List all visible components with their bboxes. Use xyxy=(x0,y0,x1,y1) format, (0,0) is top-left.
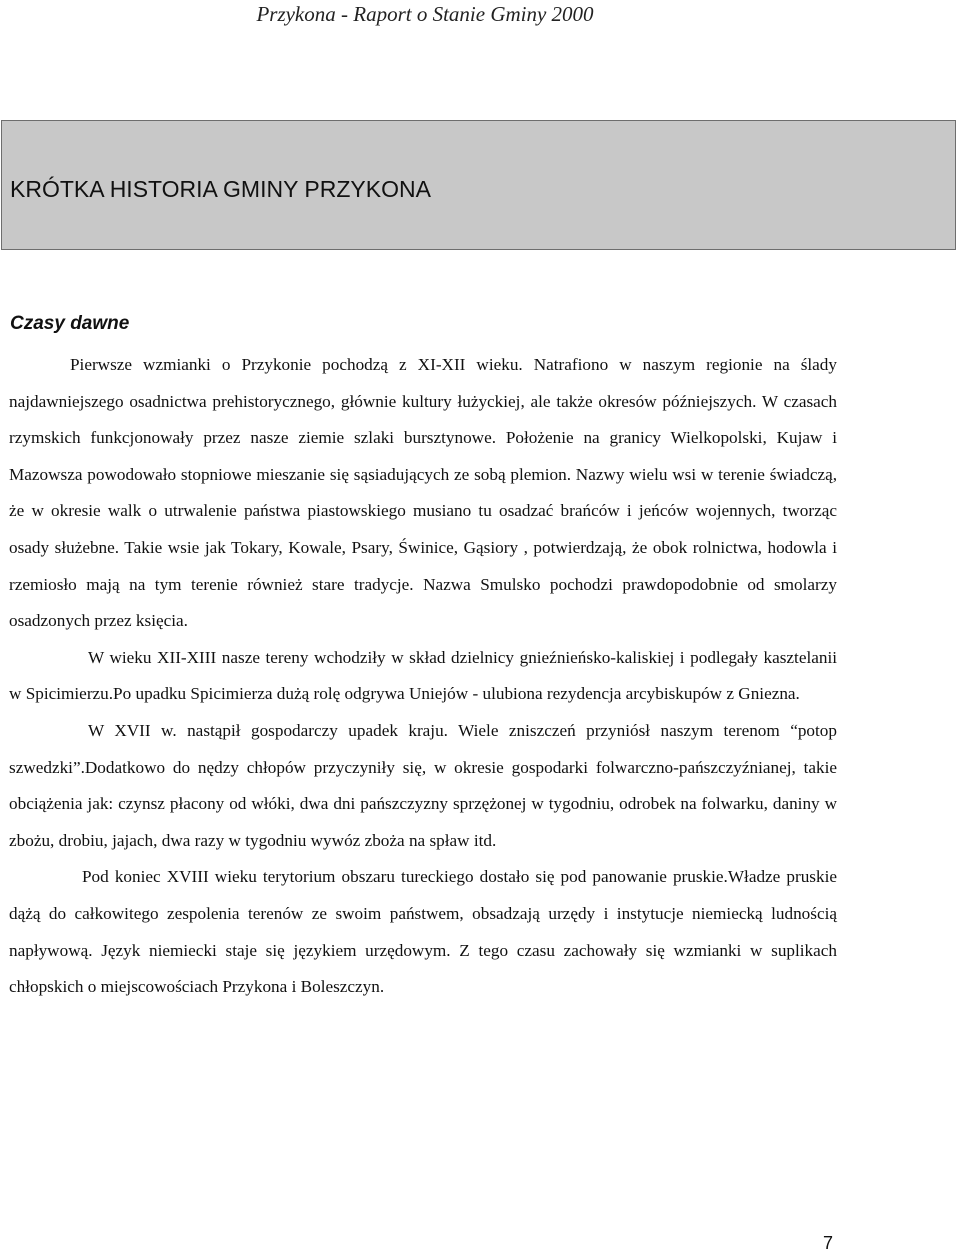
body-text xyxy=(9,347,837,1006)
paragraph: W wieku XII-XIII nasze tereny wchodziły w skład dzielnicy gnieźnieńsko-kaliskiej i podlegały kasztelanii w Spicimierzu.Po upadku Spicimierza dużą rolę odgrywa Uniejów - ulubiona rezydencja arcybiskupów z Gniezna. xyxy=(9,647,837,704)
paragraph: Pod koniec XVIII wieku terytorium obszaru tureckiego dostało się pod panowanie pruskie.Władze pruskie dążą do całkowitego zespolenia terenów ze swoim państwem, obsadzają urzędy i instytucje niemiecką ludnością napływową. Język niemiecki staje się językiem urzędowym. Z tego czasu zachowały się wzmianki w suplikach chłopskich o miejscowościach Przykona i Boleszczyn. xyxy=(9,867,837,997)
paragraph: Pierwsze wzmianki o Przykonie pochodzą z XI-XII wieku. Natrafiono w naszym regionie na ślady najdawniejszego osadnictwa prehistorycznego, głównie kultury łużyckiej, ale także okresów późniejszych. W czasach rzymskich funkcjonowały przez nasze ziemie szlaki bursztynowe. Położenie na granicy Wielkopolski, Kujaw i Mazowsza powodowało stopniowe mieszanie się sąsiadujących ze sobą plemion. Nazwy wielu wsi w terenie świadczą, że w okresie walk o utrwalenie państwa piastowskiego musiano tu osadzać brańców i jeńców wojennych, tworząc osady służebne. Takie wsie jak Tokary, Kowale, Psary, Świnice, Gąsiory , potwierdzają, że obok rolnictwa, hodowla i rzemiosło mają na tym terenie również stare tradycje. Nazwa Smulsko pochodzi prawdopodobnie od smolarzy osadzonych przez księcia. xyxy=(9,355,837,631)
paragraph: W XVII w. nastąpił gospodarczy upadek kraju. Wiele zniszczeń przyniósł naszym terenom “potop szwedzki”.Dodatkowo do nędzy chłopów przyczyniły się, w okresie gospodarki folwarczno-pańszczyźnianej, takie obciążenia jak: czynsz płacony od włóki, dwa dni pańszczyzny sprzężonej w tygodniu, odrobek na folwarku, daniny w zbożu, drobiu, jajach, dwa razy w tygodniu wywóz zboża na spław itd. xyxy=(9,720,837,850)
page-number: 7 xyxy=(823,1233,834,1253)
chapter-title: KRÓTKA HISTORIA GMINY PRZYKONA xyxy=(10,176,431,202)
section-title: Czasy dawne xyxy=(10,313,130,334)
running-header: Przykona - Raport o Stanie Gminy 2000 xyxy=(256,2,594,26)
